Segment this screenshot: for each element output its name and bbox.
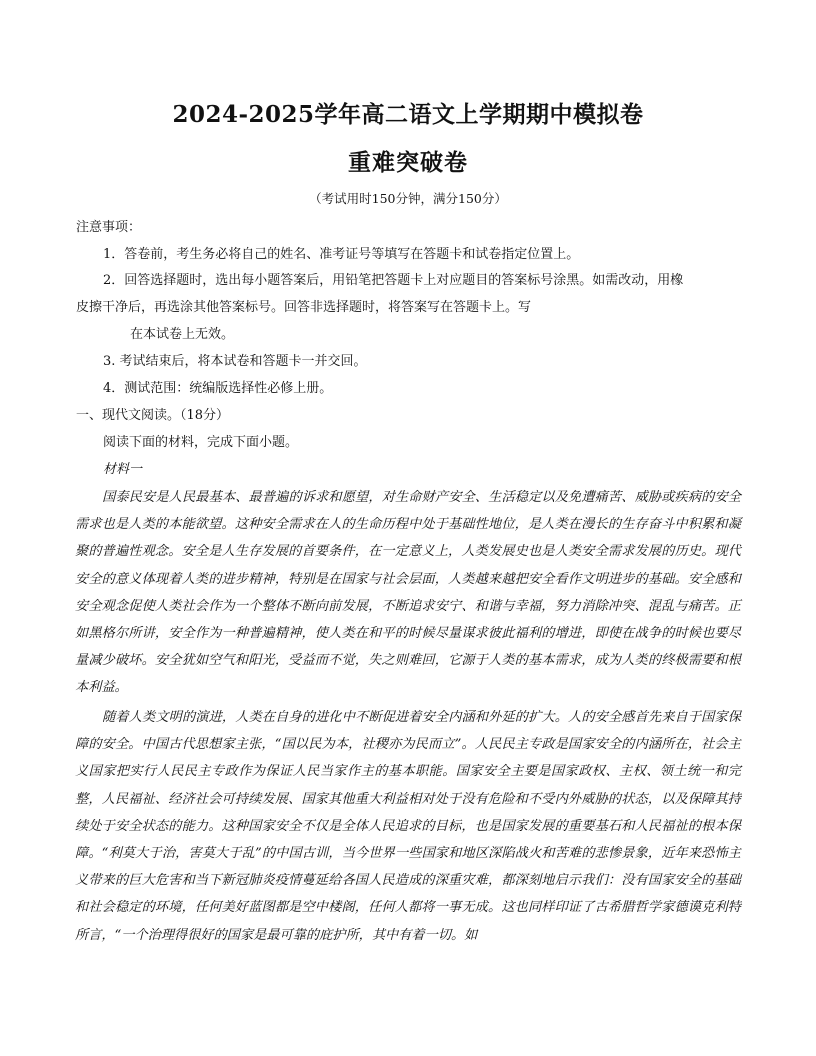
notice-heading: 注意事项： bbox=[76, 220, 142, 235]
exam-time-score: （考试用时150分钟，满分150分） bbox=[309, 191, 507, 206]
paragraph-text: 国泰民安是人民最基本、最普遍的诉求和愿望，对生命财产安全、生活稳定以及免遭痛苦、威胁或疾病的安全需求也是人类的本能欲望。这种安全需求在人的生命历程中处于基础性地位，是人类在漫长的生存奋斗中积累和凝聚的普遍性观念。安全是人生存发展的首要条件，在一定意义上，人类发展史也是人类安全需求发展的历史。现代安全的意义体现着人类的进步精神，特别是在国家与社会层面，人类越来越把安全看作文明进步的基础。安全感和安全观念促使人类社会作为一个整体不断向前发展，不断追求安宁、和谐与幸福，努力消除冲突、混乱与痛苦。正如黑格尔所讲，安全作为一种普遍精神，使人类在和平的时候尽量谋求彼此福利的增进，即使在战争的时候也要尽量减少破坏。安全犹如空气和阳光，受益而不觉，失之则难回，它源于人类的基本需求，成为人类的终极需要和根本利益。 bbox=[75, 490, 741, 696]
material-label: 材料一 bbox=[103, 462, 143, 477]
paragraph-text: 随着人类文明的演进，人类在自身的进化中不断促进着安全内涵和外延的扩大。人的安全感首先来自于国家保障的安全。中国古代思想家主张，“国以民为本，社稷亦为民而立”。人民民主专政是国家安全的内涵所在，社会主义国家把实行人民民主专政作为保证人民当家作主的基本职能。国家安全主要是国家政权、主权、领土统一和完整，人民福祉、经济社会可持续发展、国家其他重大利益相对处于没有危险和不受内外威胁的状态，以及保障其持续处于安全状态的能力。这种国家安全不仅是全体人民追求的目标，也是国家发展的重要基石和人民福祉的根本保障。“利莫大于治，害莫大于乱”的中国古训，当今世界一些国家和地区深陷战火和苦难的悲惨景象，近年来恐怖主义带来的巨大危害和当下新冠肺炎疫情蔓延给各国人民造成的深重灾难，都深刻地启示我们：没有国家安全的基础和社会稳定的环境，任何美好蓝图都是空中楼阁，任何人都将一事无成。这也同样印证了古希腊哲学家德谟克利特所言，“一个治理得很好的国家是最可靠的庇护所，其中有着一切。如 bbox=[75, 710, 741, 943]
exam-title: 2024-2025学年高二语文上学期期中模拟卷 bbox=[172, 101, 644, 128]
reading-instruction: 阅读下面的材料，完成下面小题。 bbox=[103, 435, 299, 450]
exam-subtitle: 重难突破卷 bbox=[348, 149, 468, 176]
notice-item-2: 2．回答选择题时，选出每小题答案后，用铅笔把答题卡上对应题目的答案标号涂黑。如需改动，用橡 bbox=[103, 273, 684, 288]
material-paragraph-1 bbox=[75, 484, 741, 702]
notice-item-1: 1．答卷前，考生务必将自己的姓名、准考证号等填写在答题卡和试卷指定位置上。 bbox=[103, 247, 580, 262]
notice-item-3: 3. 考试结束后，将本试卷和答题卡一并交回。 bbox=[103, 354, 367, 369]
notice-item-2-continued: 皮擦干净后，再选涂其他答案标号。回答非选择题时，将答案写在答题卡上。写 bbox=[76, 300, 532, 315]
notice-item-2-tail: 在本试卷上无效。 bbox=[130, 327, 235, 342]
section-heading: 一、现代文阅读。（18分） bbox=[76, 408, 230, 423]
notice-item-4: 4．测试范围：统编版选择性必修上册。 bbox=[103, 381, 333, 396]
material-paragraph-2 bbox=[75, 704, 741, 949]
